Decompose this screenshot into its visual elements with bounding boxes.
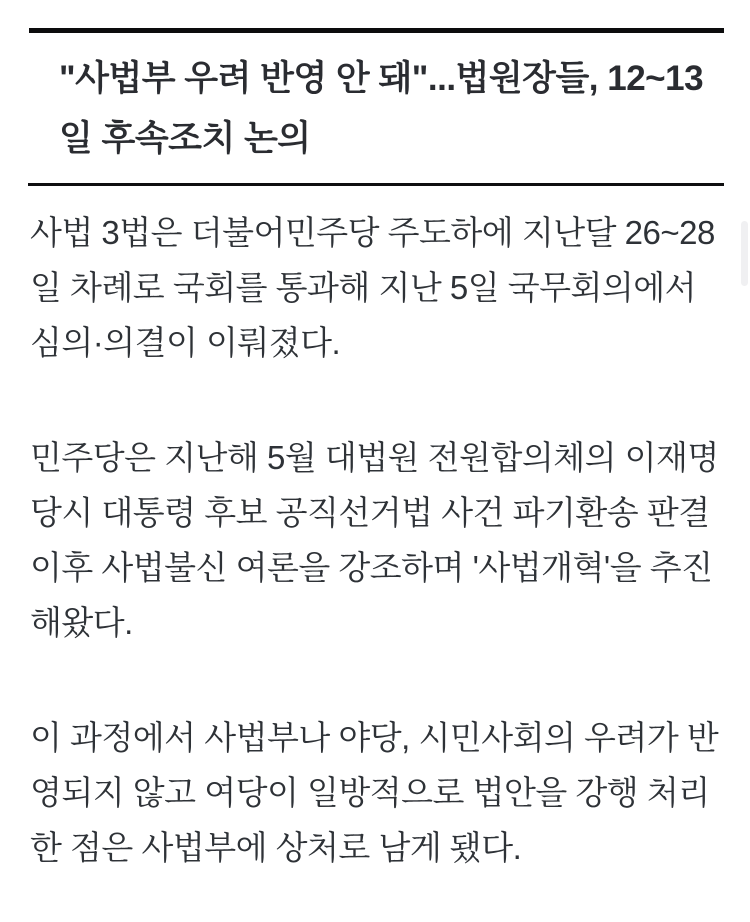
subheading-line: "사법부 우려 반영 안 돼"...법원장들, 12~13 [59, 59, 704, 98]
article-paragraph [30, 205, 724, 370]
paragraph-line: 민주당은 지난해 5월 대법원 전원합의체의 이재명 [30, 439, 719, 476]
article-subheading [29, 33, 724, 183]
paragraph-line: 일 차례로 국회를 통과해 지난 5일 국무회의에서 [30, 269, 697, 306]
article-body [30, 186, 724, 875]
paragraph-line: 사법 3법은 더불어민주당 주도하에 지난달 26~28 [30, 214, 715, 251]
article-page [0, 28, 750, 922]
paragraph-line: 영되지 않고 여당이 일방적으로 법안을 강행 처리 [30, 774, 710, 811]
article-paragraph [30, 430, 724, 650]
scrollbar-thumb[interactable] [741, 221, 748, 286]
paragraph-line: 한 점은 사법부에 상처로 남게 됐다. [30, 829, 522, 866]
subheading-line: 일 후속조치 논의 [59, 119, 311, 158]
paragraph-line: 이후 사법불신 여론을 강조하며 '사법개혁'을 추진 [30, 549, 713, 586]
paragraph-line: 심의·의결이 이뤄졌다. [30, 324, 341, 361]
paragraph-line: 이 과정에서 사법부나 야당, 시민사회의 우려가 반 [30, 719, 719, 756]
article-paragraph [30, 710, 724, 875]
paragraph-line: 해왔다. [30, 604, 133, 641]
paragraph-line: 당시 대통령 후보 공직선거법 사건 파기환송 판결 [30, 494, 710, 531]
